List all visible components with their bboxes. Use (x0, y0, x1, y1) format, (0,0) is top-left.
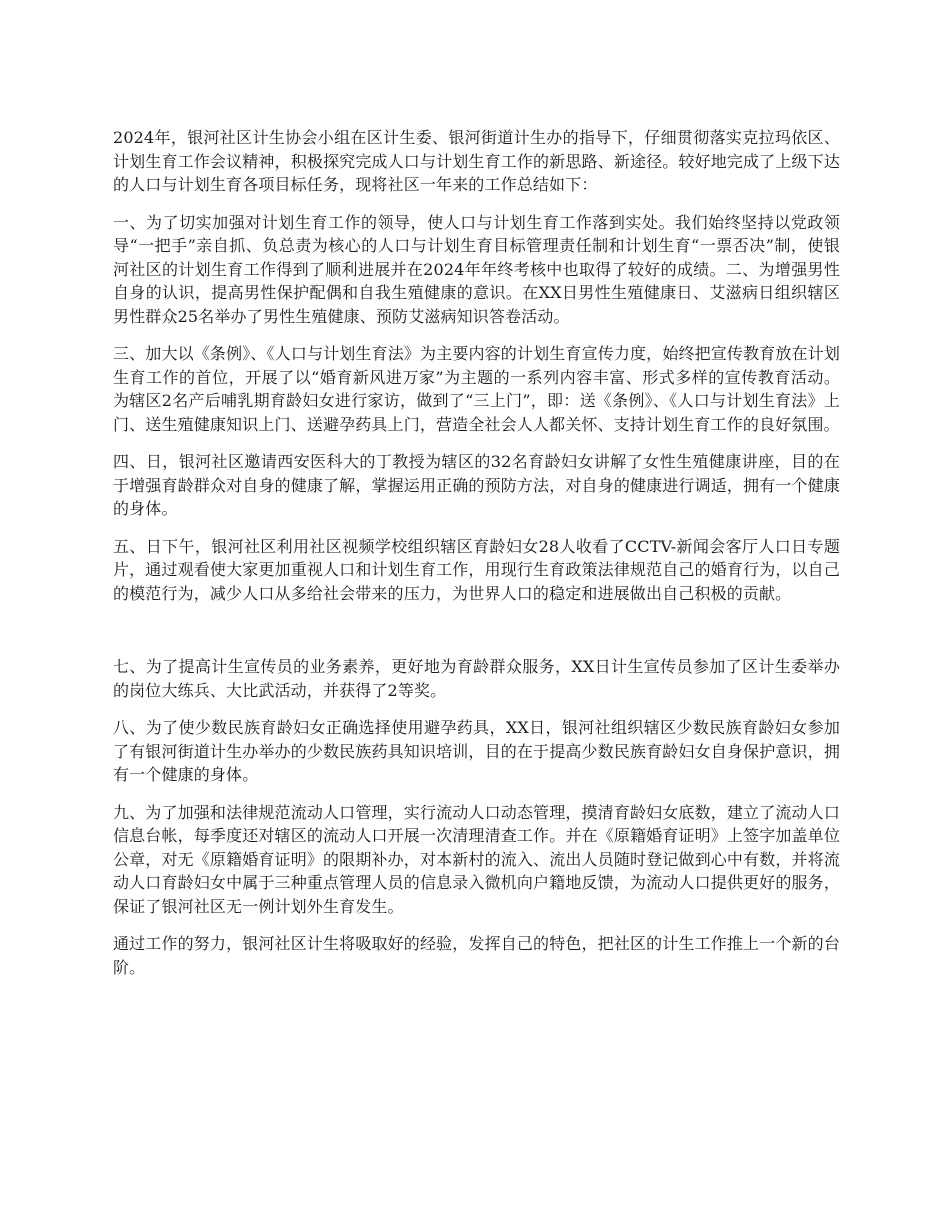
paragraph-section-5: 五、日下午，银河社区利用社区视频学校组织辖区育龄妇女28人收看了CCTV-新闻会客厅人口日专题片，通过观看使大家更加重视人口和计划生育工作，用现行生育政策法律规范自己的婚育行为，以自己的模范行为，减少人口从多给社会带来的压力，为世界人口的稳定和进展做出自己积极的贡献。 (113, 536, 840, 603)
paragraph-intro: 2024年，银河社区计生协会小组在区计生委、银河街道计生办的指导下，仔细贯彻落实克拉玛依区、计划生育工作会议精神，积极探究完成人口与计划生育工作的新思路、新途径。较好地完成了上级下达的人口与计划生育各项目标任务，现将社区一年来的工作总结如下： (113, 128, 840, 194)
document-body (113, 126, 840, 993)
paragraph-section-1-2: 一、为了切实加强对计划生育工作的领导，使人口与计划生育工作落到实处。我们始终坚持以党政领导“一把手”亲自抓、负总责为核心的人口与计划生育目标管理责任制和计划生育“一票否决”制，使银河社区的计划生育工作得到了顺利进展并在2024年年终考核中也取得了较好的成绩。二、为增强男性自身的认识，提高男性保护配偶和自我生殖健康的意识。在XX日男性生殖健康日、艾滋病日组织辖区男性群众25名举办了男性生殖健康、预防艾滋病知识答卷活动。 (113, 212, 840, 326)
paragraph-conclusion: 通过工作的努力，银河社区计生将吸取好的经验，发挥自己的特色，把社区的计生工作推上一个新的台阶。 (113, 934, 840, 977)
paragraph-section-9: 九、为了加强和法律规范流动人口管理，实行流动人口动态管理，摸清育龄妇女底数，建立了流动人口信息台帐，每季度还对辖区的流动人口开展一次清理清查工作。并在《原籍婚育证明》上签字加盖单位公章，对无《原籍婚育证明》的限期补办，对本新村的流入、流出人员随时登记做到心中有数，并将流动人口育龄妇女中属于三种重点管理人员的信息录入微机向户籍地反馈，为流动人口提供更好的服务，保证了银河社区无一例计划外生育发生。 (113, 802, 840, 916)
paragraph-section-7: 七、为了提高计生宣传员的业务素养，更好地为育龄群众服务，XX日计生宣传员参加了区计生委举办的岗位大练兵、大比武活动，并获得了2等奖。 (113, 657, 840, 700)
paragraph-section-8: 八、为了使少数民族育龄妇女正确选择使用避孕药具，XX日，银河社组织辖区少数民族育龄妇女参加了有银河街道计生办举办的少数民族药具知识培训，目的在于提高少数民族育龄妇女自身保护意识，拥有一个健康的身体。 (113, 718, 840, 784)
blank-gap (113, 619, 840, 655)
paragraph-section-4: 四、日，银河社区邀请西安医科大的丁教授为辖区的32名育龄妇女讲解了女性生殖健康讲座，目的在于增强育龄群众对自身的健康了解，掌握运用正确的预防方法，对自身的健康进行调适，拥有一个健康的身体。 (113, 452, 840, 518)
paragraph-section-3: 三、加大以《条例》、《人口与计划生育法》为主要内容的计划生育宣传力度，始终把宣传教育放在计划生育工作的首位，开展了以“婚育新风进万家”为主题的一系列内容丰富、形式多样的宣传教育活动。为辖区2名产后哺乳期育龄妇女进行家访，做到了“三上门”，即：送《条例》、《人口与计划生育法》上门、送生殖健康知识上门、送避孕药具上门，营造全社会人人都关怀、支持计划生育工作的良好氛围。 (113, 344, 840, 434)
